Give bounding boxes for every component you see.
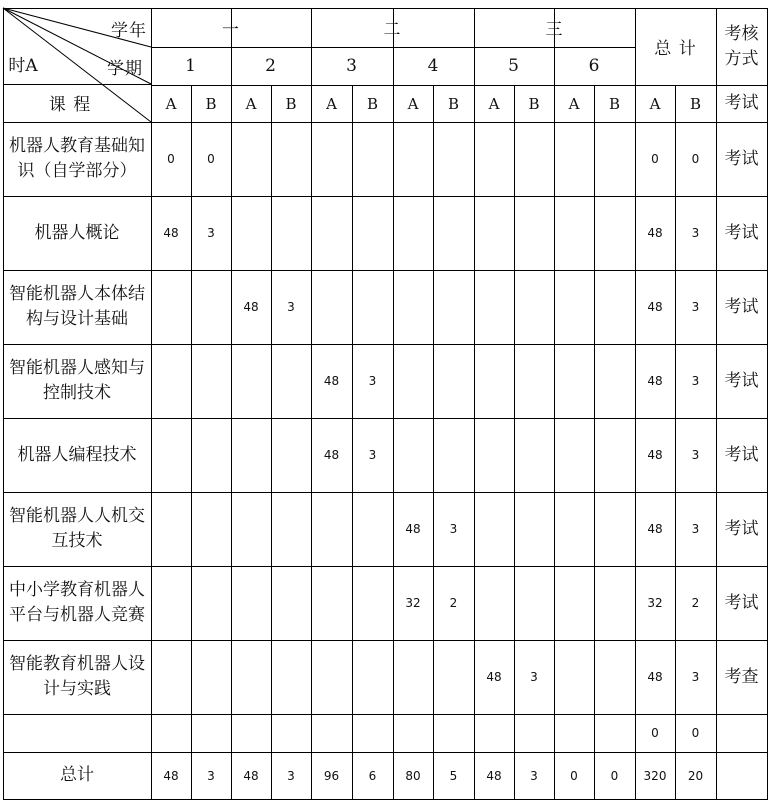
sub-column-header: A [649, 94, 661, 113]
semester-header: 6 [588, 56, 601, 76]
hours-cell [191, 270, 231, 344]
year-header: 三 [545, 20, 564, 40]
hours-cell [594, 640, 635, 714]
hours-cell: 48 [486, 768, 502, 783]
hours-cell: 3 [287, 768, 295, 783]
hours-cell [151, 640, 191, 714]
hours-cell: 3 [691, 300, 700, 314]
sub-column-header: B [447, 94, 460, 113]
hours-cell: 48 [323, 448, 340, 462]
sub-column-header: B [689, 94, 702, 113]
hours-cell: 2 [691, 596, 700, 610]
hours-cell [271, 196, 311, 270]
hours-cell [554, 492, 594, 566]
hours-cell: 3 [287, 300, 295, 314]
exam-method-cell: 考试 [724, 592, 759, 613]
sub-column-header: B [366, 94, 379, 113]
hours-cell [594, 566, 635, 640]
sub-column-header: A [165, 94, 177, 113]
hours-cell [231, 492, 271, 566]
sub-column-header: A [407, 94, 419, 113]
hours-cell: 48 [486, 670, 502, 684]
hours-cell: 0 [570, 768, 578, 783]
grid-line [3, 799, 768, 800]
hours-cell: 3 [207, 768, 215, 783]
hours-cell [594, 122, 635, 196]
hours-cell [231, 714, 271, 752]
hours-cell [474, 196, 514, 270]
hours-cell: 6 [368, 768, 377, 783]
course-name: 智能机器人本体结构与设计基础 [9, 284, 145, 329]
hours-cell [474, 566, 514, 640]
hours-cell [514, 566, 554, 640]
hours-cell: 0 [691, 152, 700, 166]
hours-cell [514, 714, 554, 752]
hours-cell [151, 566, 191, 640]
sub-column-header: A [326, 94, 337, 113]
hours-cell: 48 [647, 226, 663, 240]
hours-cell [554, 418, 594, 492]
corner-year-label: 学年 [111, 20, 147, 41]
hours-cell [554, 714, 594, 752]
hours-cell: 3 [691, 374, 700, 388]
corner-hours-label: 时A [8, 55, 38, 76]
hours-cell: 80 [405, 768, 421, 783]
hours-cell [311, 492, 352, 566]
hours-cell [393, 344, 433, 418]
hours-cell: 3 [691, 226, 700, 240]
sub-column-header: B [528, 94, 540, 113]
hours-cell: 48 [243, 300, 259, 314]
hours-cell [554, 640, 594, 714]
hours-cell [433, 344, 474, 418]
hours-cell [271, 566, 311, 640]
hours-cell [474, 270, 514, 344]
hours-cell [433, 418, 474, 492]
hours-cell: 32 [647, 596, 663, 610]
hours-cell: 48 [243, 768, 259, 783]
hours-cell [393, 270, 433, 344]
hours-cell [352, 122, 393, 196]
exam-method-cell: 考试 [724, 222, 759, 243]
hours-cell [433, 714, 474, 752]
hours-cell [433, 196, 474, 270]
hours-cell [311, 714, 352, 752]
hours-cell: 3 [530, 670, 538, 684]
hours-cell [554, 344, 594, 418]
semester-header: 3 [346, 56, 358, 76]
hours-cell: 48 [163, 768, 179, 783]
hours-cell [554, 270, 594, 344]
hours-cell [271, 122, 311, 196]
hours-cell [271, 492, 311, 566]
sub-column-header: A [488, 94, 500, 113]
hours-cell [393, 640, 433, 714]
year-header: 二 [383, 20, 402, 40]
course-name: 智能机器人感知与控制技术 [9, 358, 145, 403]
hours-cell [311, 640, 352, 714]
hours-cell [311, 196, 352, 270]
hours-cell [271, 714, 311, 752]
hours-cell [594, 270, 635, 344]
hours-cell [393, 714, 433, 752]
semester-header: 2 [265, 56, 277, 76]
hours-cell [231, 640, 271, 714]
hours-cell [311, 566, 352, 640]
course-name: 中小学教育机器人平台与机器人竞赛 [9, 580, 145, 625]
hours-cell [231, 418, 271, 492]
hours-cell: 48 [163, 226, 179, 240]
hours-cell [151, 270, 191, 344]
hours-cell [514, 270, 554, 344]
sub-column-header: B [608, 94, 621, 113]
hours-cell: 5 [449, 768, 458, 783]
hours-cell [352, 566, 393, 640]
hours-cell [514, 196, 554, 270]
hours-cell: 48 [647, 670, 663, 684]
hours-cell [352, 270, 393, 344]
hours-cell: 48 [647, 300, 663, 314]
semester-header: 5 [508, 56, 520, 76]
hours-cell [352, 640, 393, 714]
sub-column-header: B [205, 94, 217, 113]
corner-semester-label: 学期 [107, 58, 143, 79]
hours-cell [393, 122, 433, 196]
course-name: 机器人编程技术 [17, 444, 137, 465]
hours-cell [191, 418, 231, 492]
hours-cell: 3 [207, 226, 215, 240]
hours-cell [594, 714, 635, 752]
hours-cell: 0 [651, 726, 659, 740]
hours-cell: 0 [610, 768, 619, 783]
hours-cell: 3 [691, 448, 700, 462]
hours-cell [311, 122, 352, 196]
hours-cell: 3 [368, 448, 377, 462]
hours-cell [151, 418, 191, 492]
hours-cell [191, 492, 231, 566]
sub-column-header: A [245, 94, 257, 113]
hours-cell: 3 [530, 768, 538, 783]
semester-header: 1 [185, 56, 197, 76]
hours-cell: 3 [368, 374, 377, 388]
hours-cell: 0 [167, 152, 175, 166]
hours-cell [191, 640, 231, 714]
total-header: 总 计 [654, 39, 697, 59]
course-name: 机器人概论 [34, 222, 120, 243]
corner-course-label: 课 程 [48, 94, 92, 115]
hours-cell [231, 566, 271, 640]
hours-cell [474, 714, 514, 752]
hours-cell [231, 122, 271, 196]
hours-cell [474, 418, 514, 492]
hours-cell: 0 [207, 152, 215, 166]
hours-cell [594, 196, 635, 270]
hours-cell [231, 344, 271, 418]
hours-cell: 2 [449, 596, 458, 610]
hours-cell [271, 418, 311, 492]
exam-method-cell: 考试 [724, 148, 759, 169]
hours-cell: 48 [647, 374, 663, 388]
hours-cell [474, 492, 514, 566]
hours-cell [271, 344, 311, 418]
hours-cell: 48 [323, 374, 340, 388]
hours-cell [191, 714, 231, 752]
exam-method-cell [716, 714, 767, 752]
semester-header: 4 [427, 56, 440, 76]
hours-cell [352, 196, 393, 270]
exam-method-cell [716, 752, 767, 799]
hours-cell [594, 418, 635, 492]
hours-cell [311, 270, 352, 344]
course-name: 总计 [60, 765, 94, 785]
hours-cell [151, 714, 191, 752]
course-name [3, 714, 151, 752]
hours-cell [433, 122, 474, 196]
hours-cell [514, 344, 554, 418]
hours-cell: 3 [691, 522, 700, 536]
hours-cell [514, 418, 554, 492]
exam-method-cell: 考试 [724, 444, 759, 465]
hours-cell [594, 344, 635, 418]
hours-cell: 32 [405, 596, 421, 610]
hours-cell: 48 [647, 448, 663, 462]
year-header: 一 [222, 20, 240, 40]
sub-column-header: B [285, 94, 297, 113]
exam-method-cell: 考试 [724, 370, 759, 391]
hours-cell [393, 196, 433, 270]
exam-method-header: 考核方式 [724, 23, 759, 69]
hours-cell: 48 [647, 522, 663, 536]
hours-cell [433, 270, 474, 344]
exam-method-cell: 考查 [724, 666, 759, 687]
hours-cell [191, 566, 231, 640]
sub-column-header: A [568, 94, 580, 113]
course-name: 机器人教育基础知识（自学部分） [9, 136, 145, 181]
hours-cell [474, 122, 514, 196]
hours-cell [393, 418, 433, 492]
hours-cell [474, 344, 514, 418]
exam-method-cell: 考试 [724, 518, 759, 539]
hours-cell [352, 714, 393, 752]
hours-cell: 320 [643, 768, 667, 783]
course-name: 智能教育机器人设计与实践 [9, 654, 145, 699]
hours-cell [271, 640, 311, 714]
hours-cell: 96 [323, 768, 340, 783]
hours-cell [433, 640, 474, 714]
hours-cell [594, 492, 635, 566]
hours-cell [151, 492, 191, 566]
hours-cell [514, 122, 554, 196]
hours-cell: 20 [687, 768, 704, 783]
hours-cell: 0 [691, 726, 700, 740]
hours-cell: 3 [691, 670, 700, 684]
exam-method-cell: 考试 [724, 296, 759, 317]
hours-cell [231, 196, 271, 270]
hours-cell: 3 [449, 522, 458, 536]
hours-cell: 0 [651, 152, 659, 166]
exam-method-subheader: 考试 [724, 93, 759, 113]
hours-cell [554, 566, 594, 640]
hours-cell [554, 196, 594, 270]
hours-cell [554, 122, 594, 196]
hours-cell [191, 344, 231, 418]
course-name: 智能机器人人机交互技术 [9, 506, 145, 551]
hours-cell [352, 492, 393, 566]
hours-cell [151, 344, 191, 418]
hours-cell [514, 492, 554, 566]
hours-cell: 48 [405, 522, 421, 536]
